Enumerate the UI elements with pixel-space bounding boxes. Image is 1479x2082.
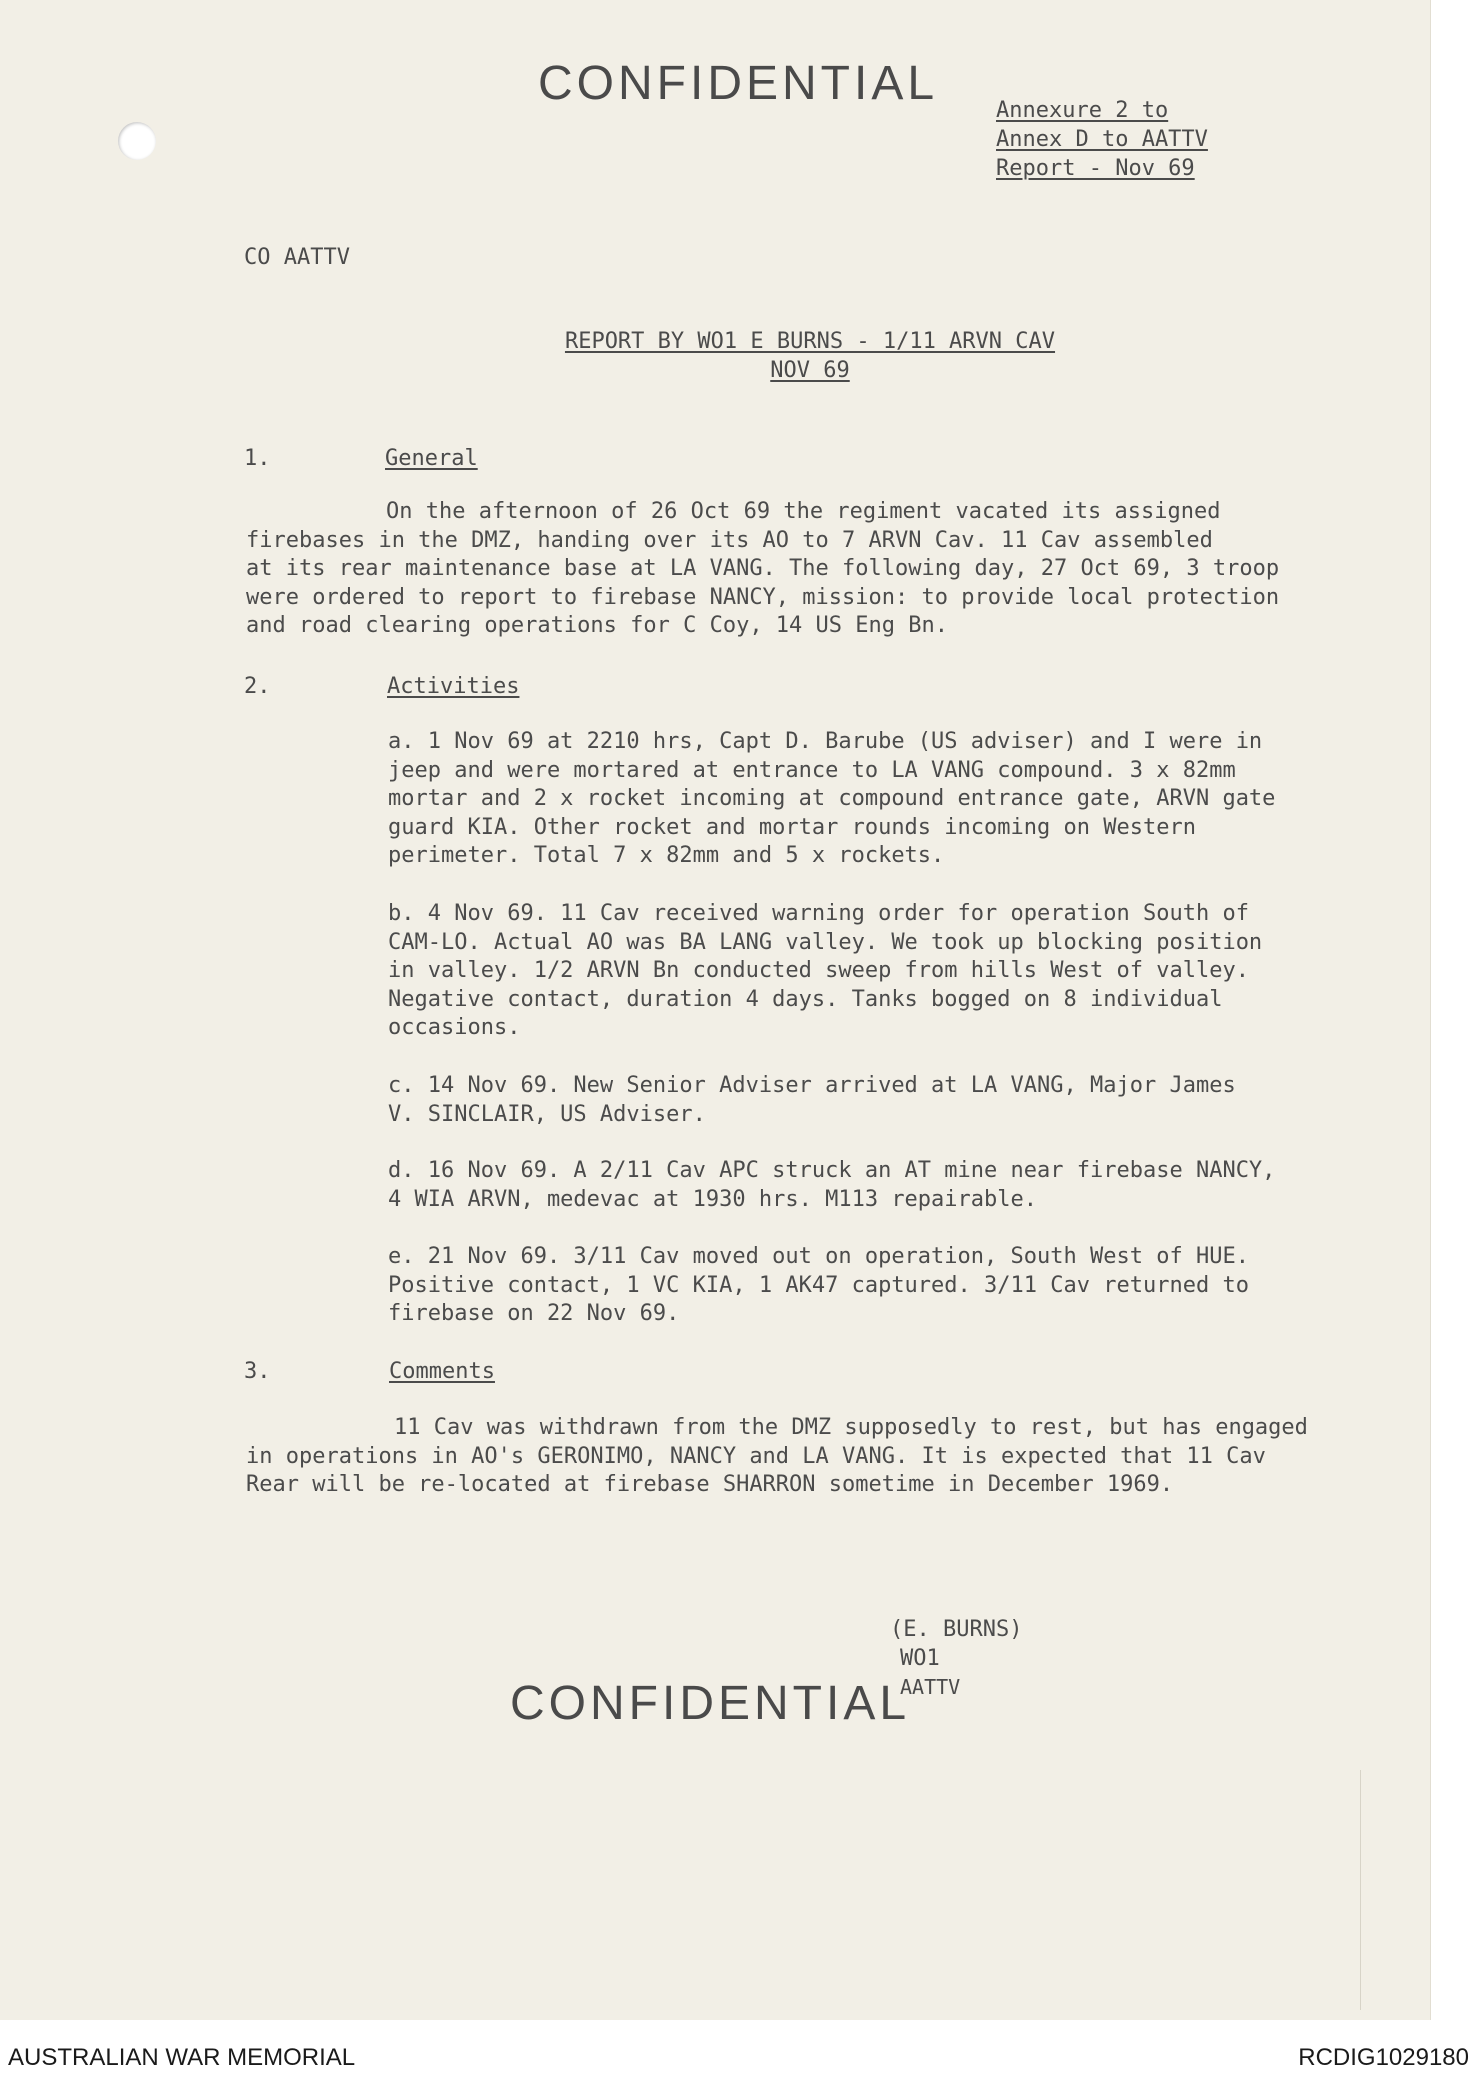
text-line: d. 16 Nov 69. A 2/11 Cav APC struck an AT mine near firebase NANCY,: [388, 1158, 1276, 1183]
text-line: 4 WIA ARVN, medevac at 1930 hrs. M113 repairable.: [388, 1186, 1038, 1212]
section-number: 1.: [244, 446, 271, 471]
report-title: REPORT BY WO1 E BURNS - 1/11 ARVN CAV: [564, 329, 1056, 354]
activity-item-b: [388, 900, 1262, 1043]
text-line: jeep and were mortared at entrance to LA VANG compound. 3 x 82mm: [388, 757, 1236, 783]
text-line: On the afternoon of 26 Oct 69 the regiment vacated its assigned: [386, 499, 1221, 524]
text-line: Rear will be re-located at firebase SHARRON sometime in December 1969.: [246, 1472, 1174, 1498]
report-date: NOV 69: [770, 358, 850, 383]
text-line: b. 4 Nov 69. 11 Cav received warning order for operation South of: [388, 901, 1249, 926]
text-line: in valley. 1/2 ARVN Bn conducted sweep from hills West of valley.: [388, 958, 1249, 984]
text-line: occasions.: [388, 1015, 521, 1041]
text-line: V. SINCLAIR, US Adviser.: [388, 1101, 706, 1127]
comments-paragraph: [246, 1414, 1308, 1500]
section-heading-general: General: [385, 446, 478, 471]
confidential-stamp-top: CONFIDENTIAL: [538, 57, 939, 110]
annexure-line-1: Annexure 2 to: [996, 98, 1169, 123]
section-number: 2.: [244, 674, 271, 699]
section-heading-comments: Comments: [389, 1359, 495, 1384]
activity-item-c: [388, 1072, 1236, 1129]
text-line: CAM-LO. Actual AO was BA LANG valley. We took up blocking position: [388, 929, 1263, 955]
text-line: Positive contact, 1 VC KIA, 1 AK47 captured. 3/11 Cav returned to: [388, 1272, 1249, 1298]
signature-name: (E. BURNS): [890, 1617, 1023, 1642]
activity-item-d: [388, 1157, 1275, 1214]
annexure-line-2: Annex D to AATTV: [996, 127, 1208, 152]
text-line: at its rear maintenance base at LA VANG. The following day, 27 Oct 69, 3 troop: [246, 556, 1280, 582]
footer-record-id: RCDIG1029180: [1298, 2044, 1469, 2071]
paper-edge-mark: [1360, 1770, 1361, 2010]
punch-hole: [118, 122, 156, 160]
activity-item-e: [388, 1243, 1249, 1329]
text-line: perimeter. Total 7 x 82mm and 5 x rockets.: [388, 843, 945, 869]
section-number: 3.: [244, 1359, 271, 1384]
section-heading-activities: Activities: [387, 674, 520, 699]
text-line: were ordered to report to firebase NANCY, mission: to provide local protection: [246, 584, 1280, 610]
text-line: c. 14 Nov 69. New Senior Adviser arrived at LA VANG, Major James: [388, 1073, 1236, 1098]
text-line: in operations in AO's GERONIMO, NANCY and LA VANG. It is expected that 11 Cav: [246, 1443, 1266, 1469]
confidential-stamp-bottom: CONFIDENTIAL: [510, 1677, 911, 1730]
text-line: a. 1 Nov 69 at 2210 hrs, Capt D. Barube (US adviser) and I were in: [388, 729, 1263, 754]
text-line: firebase on 22 Nov 69.: [388, 1301, 680, 1327]
text-line: firebases in the DMZ, handing over its AO to 7 ARVN Cav. 11 Cav assembled: [246, 527, 1213, 553]
text-line: and road clearing operations for C Coy, 14 US Eng Bn.: [246, 613, 948, 639]
text-line: guard KIA. Other rocket and mortar rounds incoming on Western: [388, 814, 1196, 840]
signature-unit: AATTV: [900, 1675, 961, 1699]
footer-archive-name: AUSTRALIAN WAR MEMORIAL: [8, 2044, 356, 2071]
text-line: Negative contact, duration 4 days. Tanks bogged on 8 individual: [388, 986, 1223, 1012]
signature-rank: WO1: [900, 1646, 940, 1671]
general-paragraph: [246, 498, 1279, 641]
text-line: mortar and 2 x rocket incoming at compound entrance gate, ARVN gate: [388, 786, 1276, 812]
addressee: CO AATTV: [244, 245, 350, 270]
annexure-line-3: Report - Nov 69: [996, 156, 1195, 181]
text-line: e. 21 Nov 69. 3/11 Cav moved out on operation, South West of HUE.: [388, 1244, 1249, 1269]
activity-item-a: [388, 728, 1275, 871]
text-line: 11 Cav was withdrawn from the DMZ supposedly to rest, but has engaged: [394, 1415, 1308, 1440]
